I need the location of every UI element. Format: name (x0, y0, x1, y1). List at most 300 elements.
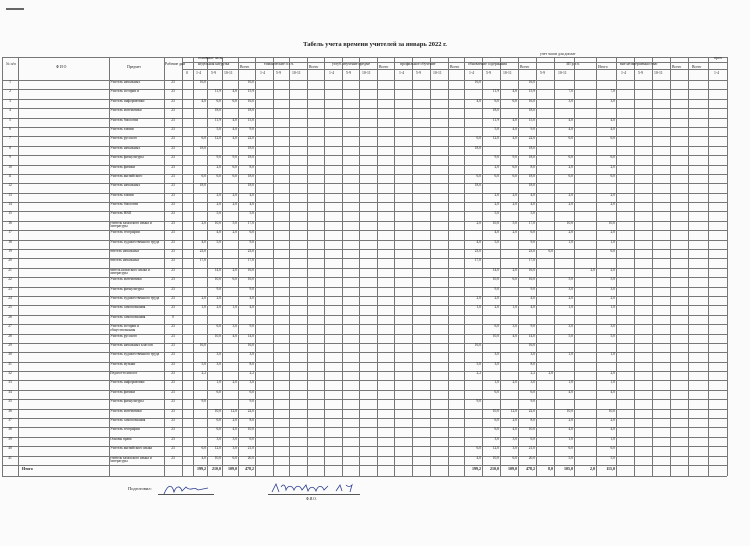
row-value-xt: 10,0 (528, 427, 535, 432)
row-value-x3: 4,0 (512, 333, 517, 338)
row-value-xt: 6,0 (530, 436, 535, 441)
row-value-v2: 10,0 (214, 333, 221, 338)
row-value-x3: 5,0 (512, 220, 517, 225)
row-value-xt: 22,0 (528, 408, 535, 413)
row-number: 7 (9, 136, 11, 141)
row-value-total: 16,0 (247, 342, 254, 347)
row-value-x2: 4,0 (494, 230, 499, 235)
row-value-x2: 11,9 (492, 117, 499, 122)
row-subject: Учитель самопознания (110, 418, 146, 423)
row-value-v1: 16,0 (199, 342, 206, 347)
row-work-days: 23 (171, 183, 175, 188)
row-value-x2: 6,0 (494, 324, 499, 329)
totals-label: Итого (22, 466, 33, 471)
header-section-7: проч (714, 56, 722, 60)
row-work-days: 23 (171, 286, 175, 291)
row-number: 37 (8, 418, 12, 423)
row-number: 25 (8, 305, 12, 310)
totals-value-x3: 109,0 (508, 466, 517, 471)
grid-vline (289, 57, 290, 476)
prepared-by-label: Подготовил: (128, 486, 152, 491)
row-value-x5: 7,0 (568, 89, 573, 94)
row-subject: Учитель начальных (110, 80, 141, 84)
row-value-v3: 6,0 (232, 455, 237, 460)
row-value-v2: 5,0 (216, 239, 221, 244)
row-subject: Учитель начальных (110, 145, 141, 150)
row-value-xt: 17,0 (528, 220, 535, 225)
row-subject: Учитель химии (110, 192, 134, 197)
header-total-p: Всего (692, 65, 702, 69)
row-value-x7: 2,0 (590, 267, 595, 272)
row-value-v1: 23,0 (199, 249, 206, 254)
row-value-total: 5,0 (249, 211, 254, 216)
row-value-total: 8,0 (249, 164, 254, 169)
row-value-x5: 3,0 (568, 98, 573, 103)
row-value-v2: 6,0 (216, 173, 221, 178)
row-value-xt: 16,0 (528, 277, 535, 282)
row-value-xt: 17,0 (528, 258, 535, 263)
row-value-x3: 6,0 (512, 98, 517, 103)
row-value-x6: 2,0 (610, 230, 615, 235)
row-work-days: 23 (171, 277, 175, 282)
row-value-v1: 2,0 (201, 220, 206, 225)
header-col-10-11: 10-11 (433, 71, 442, 75)
row-work-days: 23 (171, 455, 175, 460)
header-col-5-9: 5-9 (416, 71, 422, 75)
row-work-days: 23 (171, 446, 175, 451)
row-value-x5: 1,0 (568, 352, 573, 357)
row-subject: Учитель физкультуры (110, 286, 144, 291)
row-value-v3: 6,0 (232, 277, 237, 282)
row-value-v3: 2,0 (232, 230, 237, 235)
header-col-10-11: 10-11 (503, 71, 512, 75)
timesheet-table (2, 52, 727, 476)
totals-value-x7: 2,0 (590, 466, 595, 471)
totals-value-x4: 8,0 (548, 466, 553, 471)
row-value-total: 3,0 (249, 380, 254, 385)
header-total-extra: Итого (598, 65, 608, 69)
row-value-xt: 4,0 (530, 305, 535, 310)
page-title: Табель учета времени учителей за январь 2022 г. (303, 41, 447, 48)
row-value-xt: 22,0 (528, 136, 535, 141)
row-value-v1: 4,0 (201, 98, 206, 103)
row-value-x5: 5,0 (568, 333, 573, 338)
row-number: 15 (8, 211, 12, 216)
totals-value-total: 478,2 (245, 466, 254, 471)
grid-vline (670, 57, 671, 476)
row-value-v1: 2,2 (201, 371, 206, 376)
row-work-days: 0 (172, 314, 174, 319)
row-value-x6: 2,0 (610, 267, 615, 272)
row-value-v2: 2,0 (216, 295, 221, 300)
header-total-s6: Всего (672, 65, 682, 69)
row-value-v2: 9,0 (216, 286, 221, 291)
row-number: 13 (8, 192, 12, 197)
row-value-x2: 10,0 (492, 408, 499, 413)
row-value-x1: 18,0 (474, 145, 481, 150)
header-col-1-4: 1-4 (621, 71, 627, 75)
row-value-v3: 3,0 (232, 446, 237, 451)
row-work-days: 23 (171, 436, 175, 441)
header-hours-base: основные часы (198, 56, 223, 60)
row-subject: Учитель информатики (110, 380, 145, 385)
header-total: Всего (240, 65, 250, 69)
row-value-x6: 2,0 (610, 202, 615, 207)
row-work-days: 23 (171, 145, 175, 150)
row-value-total: 16,0 (247, 267, 254, 272)
row-subject: Учитель художественного труда (110, 239, 160, 244)
header-col-5-9: 5-9 (638, 71, 644, 75)
row-subject: чтитель начальных (110, 249, 140, 254)
row-value-total: 22,0 (247, 136, 254, 141)
row-work-days: 23 (171, 220, 175, 225)
row-value-x5: 3,0 (568, 286, 573, 291)
row-value-v3: 2,0 (232, 202, 237, 207)
header-subject: Предмет (127, 65, 141, 69)
row-value-v3: 2,0 (232, 267, 237, 272)
row-work-days: 23 (171, 380, 175, 385)
grid-vline (536, 57, 537, 476)
row-work-days: 23 (171, 305, 175, 310)
row-value-x6: 6,0 (610, 173, 615, 178)
row-value-v1: 1,0 (201, 305, 206, 310)
row-work-days: 23 (171, 361, 175, 366)
row-value-x6: 6,0 (610, 249, 615, 254)
grid-vline (273, 57, 274, 476)
row-value-x2: 12,0 (492, 446, 499, 451)
row-value-x3: 3,0 (512, 446, 517, 451)
row-value-x6: 7,0 (610, 89, 615, 94)
row-value-x3: 4,0 (512, 427, 517, 432)
row-value-x6: 1,0 (610, 352, 615, 357)
header-total-s1: Всего (309, 65, 319, 69)
header-no: № п/п (6, 62, 16, 66)
row-value-total: 9,0 (249, 399, 254, 404)
grid-vline (307, 57, 308, 476)
row-value-x3: 2,0 (512, 192, 517, 197)
row-number: 26 (8, 314, 12, 319)
row-value-x6: 5,0 (610, 455, 615, 460)
row-value-x2: 9,0 (494, 155, 499, 160)
row-value-x6: 10,0 (608, 220, 615, 225)
row-value-total: 18,0 (247, 155, 254, 160)
row-value-x2: 5,0 (494, 211, 499, 216)
row-value-v2: 10,0 (214, 455, 221, 460)
header-col-5-9: 5-9 (211, 71, 217, 75)
row-value-v3: 3,0 (232, 324, 237, 329)
row-value-xt: 9,0 (530, 399, 535, 404)
row-value-total: 16,0 (247, 98, 254, 103)
row-value-x5: 3,0 (568, 324, 573, 329)
row-value-x5: 4,0 (568, 126, 573, 131)
header-work-days: Рабочие дни (165, 62, 186, 66)
row-value-v2: 10,0 (214, 220, 221, 225)
row-value-total: 6,0 (249, 436, 254, 441)
row-value-x3: 12,0 (510, 408, 517, 413)
row-value-x3: 4,0 (512, 117, 517, 122)
grid-hline (2, 57, 727, 58)
row-work-days: 23 (171, 408, 175, 413)
row-value-x5: 2,0 (568, 164, 573, 169)
header-col-1-4: 1-4 (196, 71, 202, 75)
row-value-v3: 4,0 (232, 117, 237, 122)
row-value-total: 9,0 (249, 126, 254, 131)
row-subject: Учитель истории и (110, 89, 140, 94)
row-value-v2: 5,0 (216, 126, 221, 131)
header-col-10-11: 10-11 (292, 71, 301, 75)
row-value-x6: 1,0 (610, 305, 615, 310)
row-value-x2: 2,0 (494, 295, 499, 300)
row-work-days: 23 (171, 371, 175, 376)
row-work-days: 23 (171, 80, 175, 84)
row-number: 41 (8, 455, 12, 460)
row-value-x5: 2,0 (568, 295, 573, 300)
row-value-x6: 10,0 (608, 408, 615, 413)
row-subject: Учитель художественного труда (110, 352, 160, 357)
row-subject: Учитель истории и обществознания (110, 324, 140, 332)
row-value-total: 17,0 (247, 258, 254, 263)
grid-vline (324, 57, 325, 476)
header-extra: учет часов для доплат (540, 52, 576, 56)
row-subject: Учитель начальных классов (110, 342, 153, 347)
row-value-xt: 9,0 (530, 324, 535, 329)
totals-value-x6: 115,0 (606, 466, 615, 471)
row-value-v2: 10,0 (214, 277, 221, 282)
row-subject: Педагог-психолог (110, 371, 138, 376)
row-work-days: 23 (171, 117, 175, 122)
row-value-x2: 3,0 (494, 361, 499, 366)
row-number: 22 (8, 277, 12, 282)
row-subject: Основы права (110, 436, 132, 441)
row-work-days: 23 (171, 230, 175, 235)
row-value-v2: 14,0 (214, 267, 221, 272)
header-col-0: 0 (186, 71, 188, 75)
row-value-xt: 16,0 (528, 80, 535, 84)
row-work-days: 23 (171, 202, 175, 207)
row-value-x2: 2,0 (494, 192, 499, 197)
fio-handwriting (270, 481, 360, 495)
row-work-days: 23 (171, 389, 175, 394)
row-value-x2: 10,0 (492, 333, 499, 338)
row-value-v2: 11,9 (214, 117, 221, 122)
row-value-x6: 2,0 (610, 295, 615, 300)
signature-area (0, 480, 750, 510)
row-number: 4 (9, 108, 11, 113)
row-value-xt: 3,0 (530, 380, 535, 385)
row-value-x2: 9,0 (494, 286, 499, 291)
row-value-x6: 6,0 (610, 136, 615, 141)
row-number: 10 (8, 164, 12, 169)
row-value-x2: 3,0 (494, 352, 499, 357)
row-value-v1: 18,0 (199, 183, 206, 188)
row-value-total: 18,0 (247, 108, 254, 113)
row-value-xt: 21,0 (528, 446, 535, 451)
grid-vline (377, 57, 378, 476)
row-value-x5: 6,0 (568, 173, 573, 178)
row-value-x2: 10,0 (492, 220, 499, 225)
row-value-v3: 4,0 (232, 89, 237, 94)
row-value-total: 18,0 (247, 173, 254, 178)
row-value-x6: 6,0 (610, 446, 615, 451)
row-value-total: 15,9 (247, 89, 254, 94)
row-value-x2: 2,0 (494, 305, 499, 310)
row-subject: Учитель физики (110, 389, 136, 394)
row-value-x3: 2,0 (512, 202, 517, 207)
row-number: 34 (8, 389, 12, 394)
row-value-total: 4,0 (249, 295, 254, 300)
grid-vline (727, 57, 728, 476)
row-value-v1: 5,0 (201, 361, 206, 366)
row-work-days: 23 (171, 155, 175, 160)
row-value-x3: 1,0 (512, 305, 517, 310)
row-subject: Учитель самопознания (110, 305, 146, 310)
row-number: 11 (8, 173, 12, 178)
row-value-v2: 3,0 (216, 436, 221, 441)
row-value-x5: 1,0 (568, 436, 573, 441)
row-value-xt: 4,0 (530, 192, 535, 197)
row-value-x5: 5,0 (568, 277, 573, 282)
row-value-total: 18,0 (247, 183, 254, 188)
row-value-x3: 3,0 (512, 324, 517, 329)
row-subject: читель казахского языка и литературы (110, 267, 150, 276)
row-value-v2: 3,0 (216, 361, 221, 366)
row-value-total: 9,0 (249, 286, 254, 291)
row-value-x3: 9,0 (512, 155, 517, 160)
grid-vline (634, 57, 635, 476)
row-number: 16 (8, 220, 12, 225)
row-value-x1: 1,0 (476, 305, 481, 310)
row-value-x6: 3,0 (610, 286, 615, 291)
row-value-x6: 5,0 (610, 277, 615, 282)
grid-vline (182, 57, 183, 476)
row-number: 39 (8, 436, 12, 441)
row-value-total: 4,0 (249, 202, 254, 207)
row-value-x1: 16,0 (474, 80, 481, 84)
totals-value-v3: 109,0 (228, 466, 237, 471)
row-value-v2: 9,0 (216, 155, 221, 160)
row-number: 35 (8, 399, 12, 404)
row-number: 30 (8, 352, 12, 357)
row-value-x2: 6,0 (494, 389, 499, 394)
row-value-x5: 1,0 (568, 239, 573, 244)
row-work-days: 23 (171, 211, 175, 216)
row-value-total: 23,0 (247, 249, 254, 254)
header-total-s3: Всего (450, 65, 460, 69)
row-value-x6: 2,0 (610, 164, 615, 169)
row-value-v3: 5,0 (232, 220, 237, 225)
row-subject: Учитель английского (110, 173, 143, 178)
row-subject: учитель казахского языка и литературы (110, 220, 152, 229)
row-value-x6: 2,0 (610, 192, 615, 197)
totals-value-v1: 199,2 (197, 466, 206, 471)
row-value-v2: 2,0 (216, 164, 221, 169)
row-value-v3: 3,0 (232, 436, 237, 441)
row-subject: Учитель английского языка (110, 446, 153, 451)
row-value-x6: 3,0 (610, 324, 615, 329)
header-section-2: углуб. изучение предме (332, 62, 371, 66)
row-value-x1: 6,0 (476, 136, 481, 141)
row-subject: Учитель математики (110, 277, 142, 282)
row-value-total: 9,0 (249, 324, 254, 329)
row-value-x3: 4,0 (512, 89, 517, 94)
row-value-x1: 6,0 (476, 173, 481, 178)
row-number: 40 (8, 446, 12, 451)
row-subject: Учитель математики (110, 408, 142, 413)
row-value-total: 8,0 (249, 361, 254, 366)
row-value-x2: 5,0 (494, 126, 499, 131)
grid-vline (574, 57, 575, 476)
row-value-xt: 9,0 (530, 239, 535, 244)
row-value-x1: 16,0 (474, 342, 481, 347)
row-value-total: 21,0 (247, 446, 254, 451)
row-value-x6: 1,0 (610, 239, 615, 244)
row-value-x2: 6,0 (494, 173, 499, 178)
row-work-days: 23 (171, 267, 175, 272)
row-value-x6: 1,0 (610, 436, 615, 441)
row-number: 28 (8, 333, 12, 338)
row-value-total: 4,0 (249, 192, 254, 197)
row-work-days: 23 (171, 249, 175, 254)
row-value-v1: 18,0 (199, 145, 206, 150)
row-value-v2: 2,0 (216, 202, 221, 207)
header-col-10-11: 10-11 (654, 71, 663, 75)
row-value-v1: 16,0 (199, 80, 206, 84)
row-number: 5 (9, 117, 11, 122)
grid-vline (412, 57, 413, 476)
row-work-days: 23 (171, 108, 175, 113)
row-subject: Учитель начальных (110, 183, 141, 188)
row-value-v3: 4,0 (232, 333, 237, 338)
grid-vline (342, 57, 343, 476)
row-value-x1: 2,0 (476, 295, 481, 300)
row-number: 8 (9, 145, 11, 150)
row-work-days: 23 (171, 239, 175, 244)
grid-hline (2, 476, 727, 477)
row-value-x5: 6,0 (568, 136, 573, 141)
row-value-x2: 11,9 (492, 89, 499, 94)
row-value-v2: 12,0 (214, 136, 221, 141)
row-value-v2: 2,0 (216, 192, 221, 197)
row-number: 17 (8, 230, 12, 235)
grid-vline (193, 57, 194, 476)
grid-vline (359, 57, 360, 476)
row-value-total: 16,0 (247, 277, 254, 282)
row-value-v2: 6,0 (216, 324, 221, 329)
row-value-xt: 18,0 (528, 173, 535, 178)
row-work-days: 23 (171, 136, 175, 141)
row-value-x5: 4,0 (568, 427, 573, 432)
row-number: 6 (9, 126, 11, 131)
row-value-x1: 2,2 (476, 371, 481, 376)
totals-value-x2: 210,0 (490, 466, 499, 471)
grid-vline (394, 57, 395, 476)
row-value-x5: 10,0 (566, 220, 573, 225)
row-value-v3: 2,0 (232, 380, 237, 385)
row-number: 20 (8, 258, 12, 263)
header-section-4: обновление содержания (468, 62, 507, 66)
row-value-v1: 6,0 (201, 446, 206, 451)
row-work-days: 23 (171, 258, 175, 263)
row-value-v2: 6,0 (216, 418, 221, 423)
row-subject: чтитель начальных (110, 258, 140, 263)
row-subject: Учитель географии (110, 230, 140, 235)
row-value-x6: 4,0 (610, 126, 615, 131)
row-value-x2: 10,0 (492, 277, 499, 282)
row-value-v2: 11,9 (214, 89, 221, 94)
row-value-v3: 9,0 (232, 155, 237, 160)
row-value-x3: 2,0 (512, 418, 517, 423)
row-value-xt: 23,0 (528, 249, 535, 254)
